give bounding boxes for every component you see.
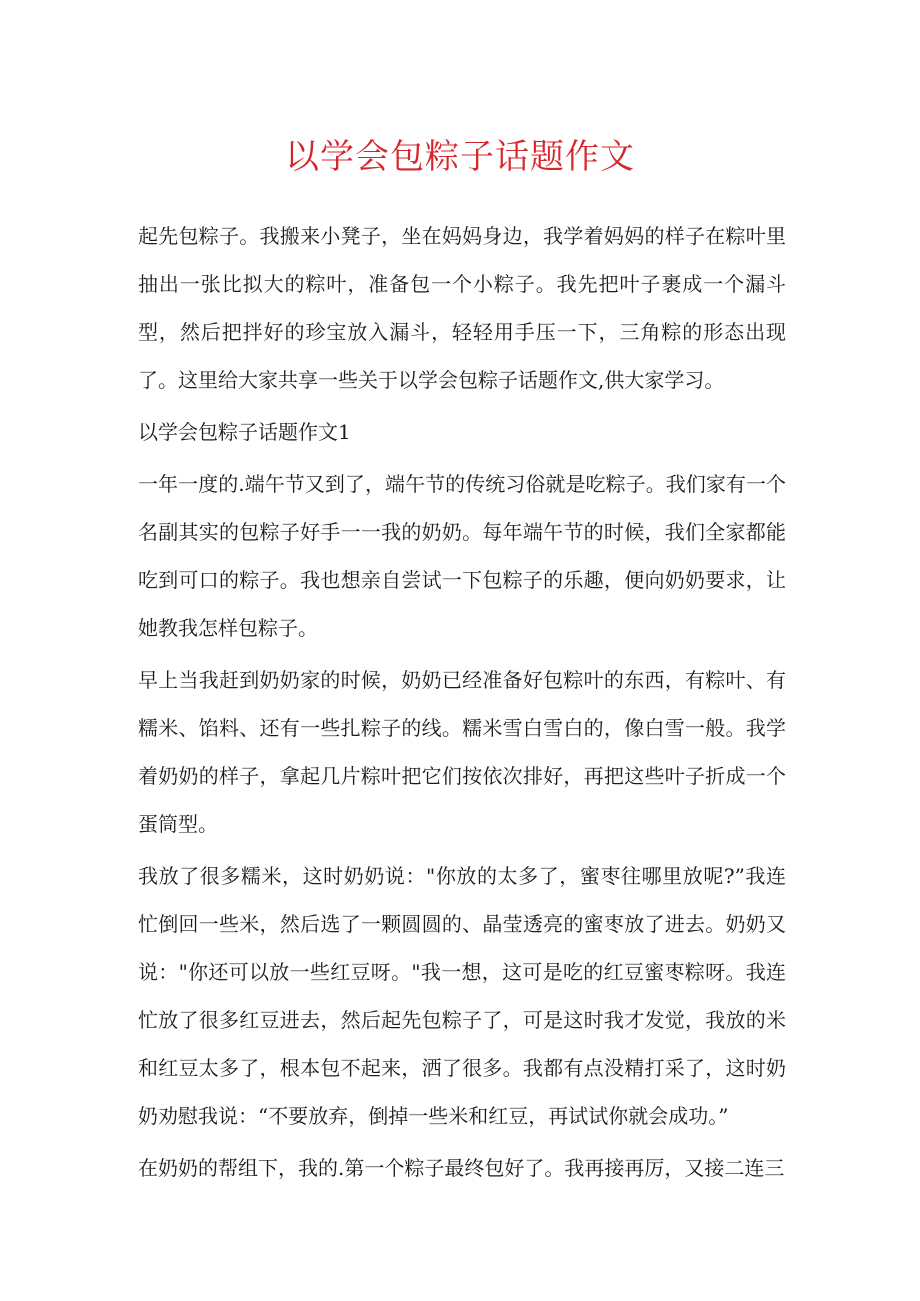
section-heading: 以学会包粽子话题作文1	[138, 420, 351, 444]
paragraph-4: 在奶奶的帮组下，我的.第一个粽子最终包好了。我再接再厉，又接二连三	[138, 1156, 785, 1180]
page-title: 以学会包粽子话题作文	[285, 137, 635, 177]
paragraph-intro: 起先包粽子。我搬来小凳子，坐在妈妈身边，我学着妈妈的样子在粽叶里抽出一张比拟大的粽叶，准备包一个小粽子。我先把叶子裹成一个漏斗型，然后把拌好的珍宝放入漏斗，轻轻用手压一下，三角粽的形态出现了。这里给大家共享一些关于以学会包粽子话题作文,供大家学习。	[138, 224, 786, 392]
paragraph-1: 一年一度的.端午节又到了，端午节的传统习俗就是吃粽子。我们家有一个名副其实的包粽子好手一一我的奶奶。每年端午节的时候，我们全家都能吃到可口的粽子。我也想亲自尝试一下包粽子的乐趣，便向奶奶要求，让她教我怎样包粽子。	[138, 472, 786, 640]
paragraph-2: 早上当我赶到奶奶家的时候，奶奶已经准备好包粽叶的东西，有粽叶、有糯米、馅料、还有一些扎粽子的线。糯米雪白雪白的，像白雪一般。我学着奶奶的样子，拿起几片粽叶把它们按依次排好，再把这些叶子折成一个蛋筒型。	[138, 668, 786, 836]
paragraph-3: 我放了很多糯米，这时奶奶说："你放的太多了，蜜枣往哪里放呢?”我连忙倒回一些米，然后选了一颗圆圆的、晶莹透亮的蜜枣放了进去。奶奶又说："你还可以放一些红豆呀。"我一想，这可是吃的红豆蜜枣粽呀。我连忙放了很多红豆进去，然后起先包粽子了，可是这时我才发觉，我放的米和红豆太多了，根本包不起来，洒了很多。我都有点没精打采了，这时奶奶劝慰我说：“不要放弃，倒掉一些米和红豆，再试试你就会成功。”	[138, 864, 786, 1128]
document-body	[138, 212, 786, 1196]
